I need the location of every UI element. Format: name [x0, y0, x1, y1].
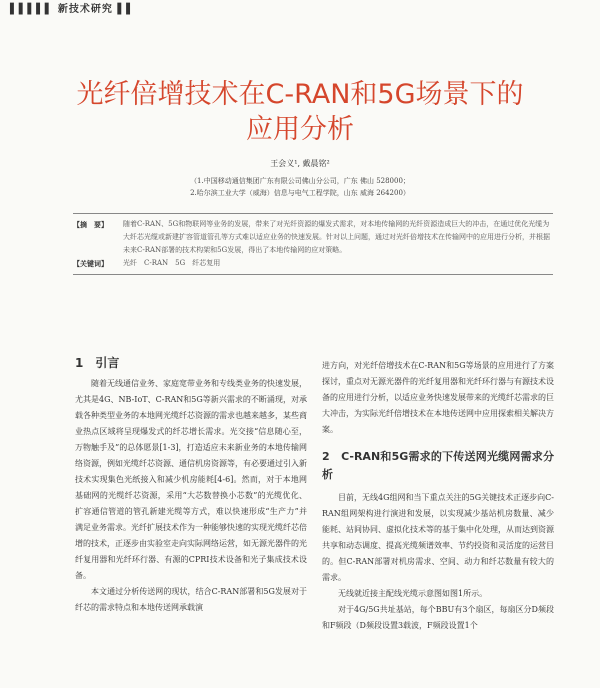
affiliation-2: 2.哈尔滨工业大学（威海）信息与电气工程学院，山东 威海 264200） [190, 189, 410, 197]
title-line-2: 应用分析 [246, 114, 354, 145]
abstract-label: 【摘 要】 [73, 220, 108, 229]
keywords-row [73, 257, 553, 270]
left-column [75, 354, 307, 616]
right-column [322, 358, 554, 634]
abstract-text: 随着C-RAN、5G和物联网等业务的发展，带来了对光纤资源的爆发式需求，对本地传输网的光纤资源造成巨大的冲击，在通过优化光缆为大纤芯光缆或新建扩容管道管孔等方式难以适应业务的快速发展。针对以上问题，通过对光纤倍增技术在传输网中的应用进行分析，并根据未来C-RAN部署的技术构架和5G发展，得出了本地传输网的应对策略。 [123, 220, 550, 254]
title-line-1: 光纤倍增技术在C-RAN和5G场景下的 [76, 79, 524, 110]
affiliation-1: （1.中国移动通信集团广东有限公司佛山分公司，广东 佛山 528000； [190, 177, 410, 185]
abstract-row [73, 218, 553, 257]
section-2-paragraph-1: 目前，无线4G组网和当下重点关注的5G关键技术正逐步向C-RAN组网架构进行演进和发展，以实现减少基站机房数量、减少能耗、站间协同、虚拟化技术等的基于集中化处理，从而达到资源共享和动态调度、提高光缆频谱效率、节约投资和灵活度的运营目的。但C-RAN部署对机房需求、空间、动力和纤芯数量有较大的需求。 [322, 493, 554, 582]
section-1-heading: 1 引言 [75, 356, 120, 370]
section-2-paragraph-2: 无线就近接主配线光缆示意图如图1所示。 [338, 589, 488, 598]
keywords-text: 光纤 C-RAN 5G 纤芯复用 [123, 259, 221, 267]
section-2-heading: 2 C-RAN和5G需求的下传送网光缆网需求分析 [322, 450, 554, 481]
section-1-paragraph-1: 随着无线通信业务、家庭宽带业务和专线类业务的快速发展，尤其是4G、NB-IoT、C-RAN和5G等新兴需求的不断涌现，对承载各种类型业务的本地网光缆纤芯资源的需求也越来越多，某些商业热点区域将呈现爆发式的纤芯增长需求。光交接“信息随心至，万物触手及”的总体愿景[1-3]，打造适应未来新业务的本地传输网络资源，例如光缆纤芯资源、通信机房资源等，有必要通过引入新技术实现集色光纸接入和减少机房能耗[4-6]。然而，对于本地网基础网的光缆纤芯资源，采用“大芯数替换小芯数”的光缆优化、扩容通信管道的管孔新建光缆等方式，难以快速形成“生产力”并满足业务需求。光纤扩展技术作为一种能够快速的实现光缆纤芯倍增的技术，正逐步由实验室走向实际网络运营，如无源光器件的光纤复用器和光纤环行器、有源的CPRI技术设备和光子集成技术设备。 [75, 379, 307, 580]
abstract-box [73, 213, 553, 275]
journal-header: ▌▌▌▌▌ 新技术研究 ▌▌ [10, 4, 135, 15]
authors: 王会义¹, 戴晨铭² [270, 159, 330, 168]
section-2-paragraph-3: 对于4G/5G共址基站，每个BBU有3个扇区，每扇区分D频段和F频段（D频段设置3载波，F频段设置1个 [322, 605, 554, 630]
right-column-intro: 进方向，对光纤倍增技术在C-RAN和5G等场景的应用进行了方案探讨，重点对无源光器件的光纤复用器和光纤环行器与有源技术设备的应用进行分析，以适应业务快速发展带来的光缆纤芯需求的巨大冲击，为实际光纤倍增技术在本地传送网中应用探索相关解决方案。 [322, 361, 554, 434]
keywords-label: 【关键词】 [73, 259, 108, 268]
section-1-paragraph-2: 本文通过分析传送网的现状，结合C-RAN部署和5G发展对于纤芯的需求特点和本地传送网承载演 [75, 587, 307, 612]
